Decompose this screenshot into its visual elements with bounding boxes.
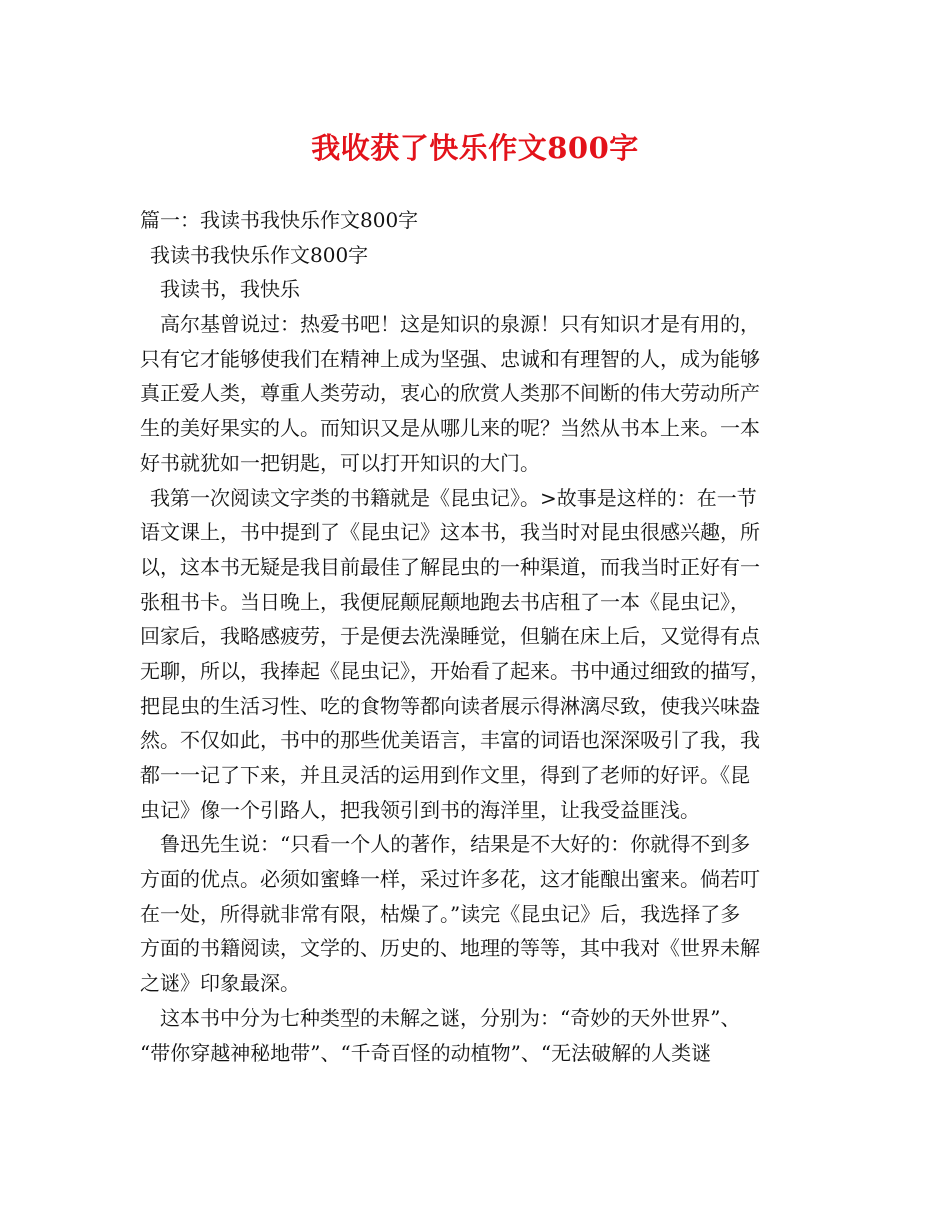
text-line: 回家后，我略感疲劳，于是便去洗澡睡觉，但躺在床上后，又觉得有点: [140, 624, 760, 649]
text-line: 方面的优点。必须如蜜蜂一样，采过许多花，这才能酿出蜜来。倘若叮: [140, 867, 760, 892]
text-line: 真正爱人类，尊重人类劳动，衷心的欣赏人类那不间断的伟大劳动所产: [140, 381, 760, 406]
text-line: 都一一记了下来，并且灵活的运用到作文里，得到了老师的好评。《昆: [140, 763, 750, 787]
document-body: [140, 203, 830, 1070]
text-line: 以，这本书无疑是我目前最佳了解昆虫的一种渠道，而我当时正好有一: [140, 554, 760, 579]
text-line: 然。不仅如此，书中的那些优美语言，丰富的词语也深深吸引了我，我: [140, 728, 760, 753]
text-line: 这本书中分为七种类型的未解之谜，分别为：“奇妙的天外世界”、: [160, 1005, 741, 1030]
text-line: 之谜》印象最深。: [140, 971, 300, 996]
text-line: 我读书我快乐作文800字: [150, 242, 369, 267]
text-line: 生的美好果实的人。而知识又是从哪儿来的呢？当然从书本上来。一本: [140, 416, 760, 441]
text-line: 方面的书籍阅读，文学的、历史的、地理的等等，其中我对《世界未解: [140, 936, 760, 961]
document-title: 我收获了快乐作文800字: [311, 131, 639, 165]
text-line: 在一处，所得就非常有限，枯燥了。”读完《昆虫记》后，我选择了多: [140, 901, 741, 926]
text-line: 虫记》像一个引路人，把我领引到书的海洋里，让我受益匪浅。: [140, 797, 700, 822]
text-line: 只有它才能够使我们在精神上成为坚强、忠诚和有理智的人，成为能够: [140, 346, 760, 371]
text-line: 高尔基曾说过：热爱书吧！这是知识的泉源！只有知识才是有用的，: [160, 312, 760, 337]
text-line: 鲁迅先生说：“只看一个人的著作，结果是不大好的：你就得不到多: [160, 832, 751, 857]
text-line: 语文课上，书中提到了《昆虫记》这本书，我当时对昆虫很感兴趣，所: [140, 520, 760, 545]
text-line: 篇一：我读书我快乐作文800字: [140, 208, 419, 232]
text-line: 我读书，我快乐: [160, 277, 300, 302]
text-line: 我第一次阅读文字类的书籍就是《昆虫记》。>故事是这样的：在一节: [150, 485, 757, 510]
text-line: “带你穿越神秘地带”、“千奇百怪的动植物”、“无法破解的人类谜: [140, 1040, 712, 1065]
text-line: 好书就犹如一把钥匙，可以打开知识的大门。: [140, 450, 540, 475]
text-line: 把昆虫的生活习性、吃的食物等都向读者展示得淋漓尽致，使我兴味盎: [140, 693, 760, 718]
text-line: 张租书卡。当日晚上，我便屁颠屁颠地跑去书店租了一本《昆虫记》，: [140, 589, 750, 614]
text-line: 无聊，所以，我捧起《昆虫记》，开始看了起来。书中通过细致的描写，: [140, 658, 770, 683]
